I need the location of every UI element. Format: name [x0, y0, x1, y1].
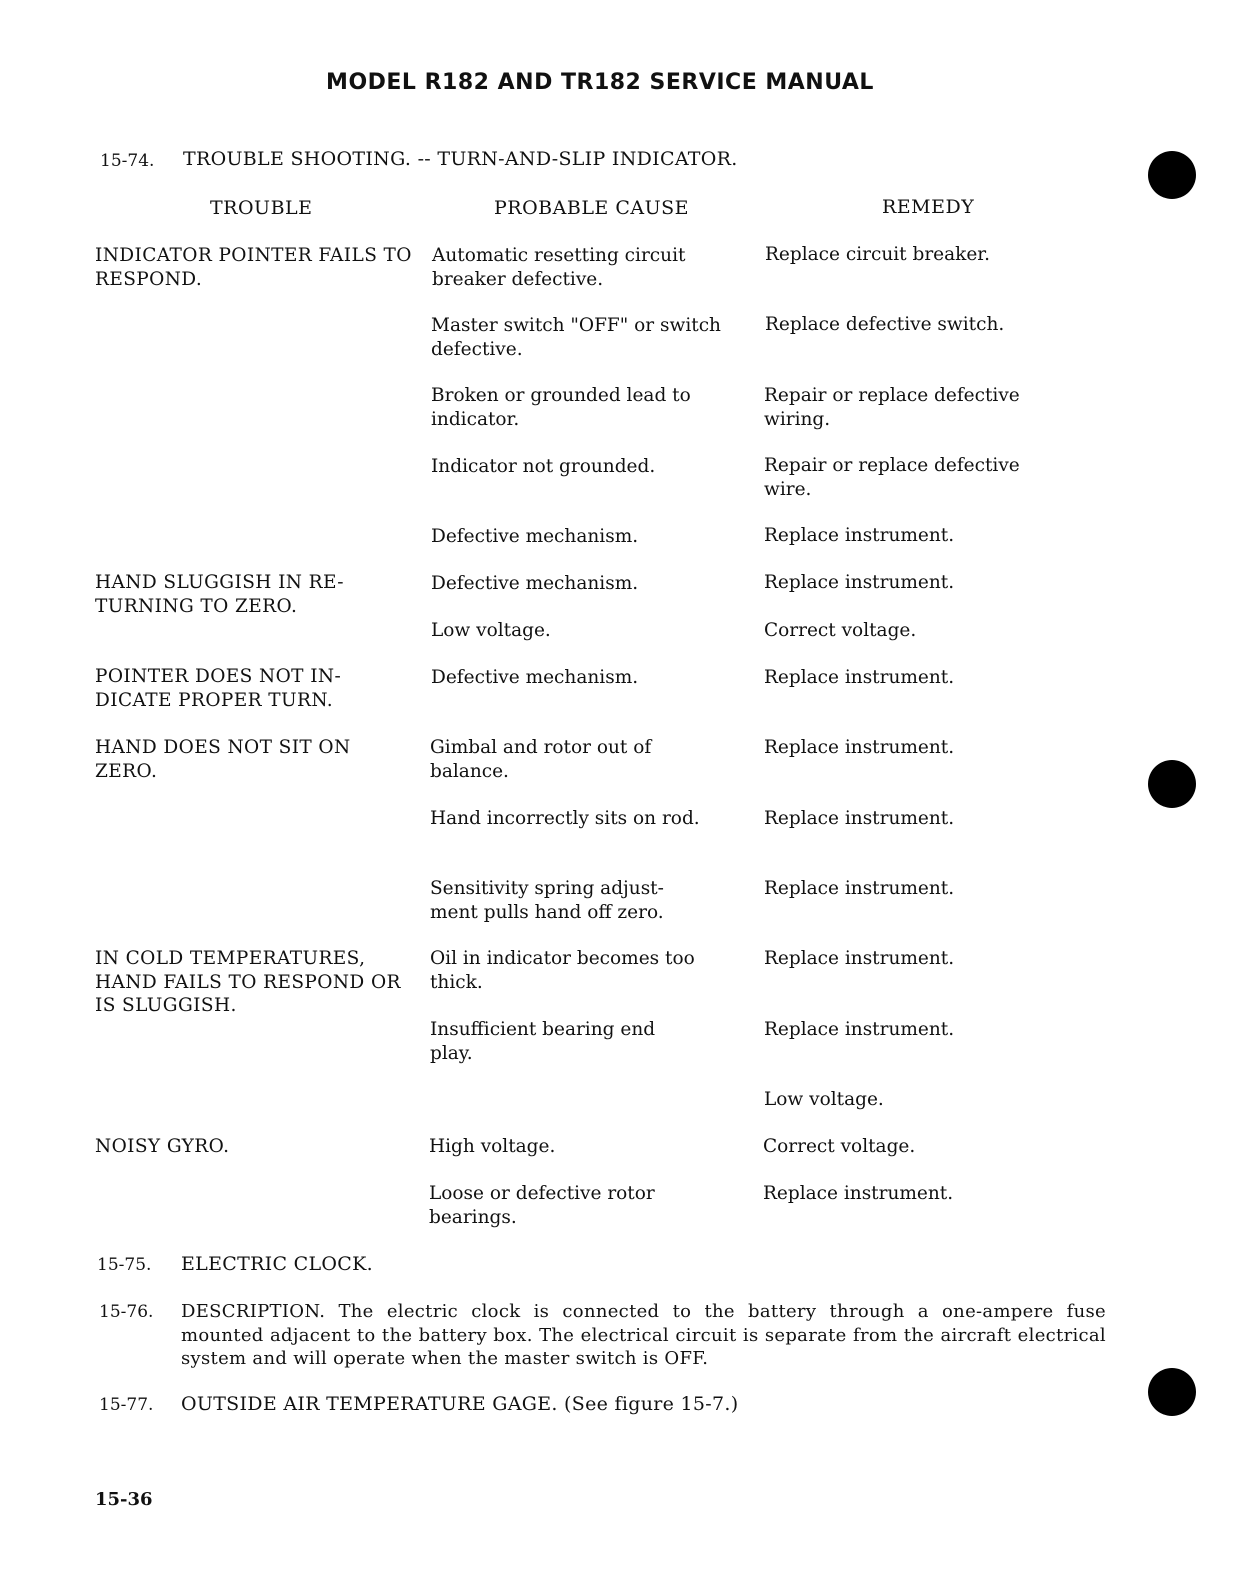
section-title-15-77: OUTSIDE AIR TEMPERATURE GAGE. (See figure 15-7.) — [181, 1393, 739, 1415]
trouble-cell: NOISY GYRO. — [95, 1136, 230, 1157]
cause-cell: Defective mechanism. — [431, 667, 639, 688]
remedy-cell: Replace circuit breaker. — [765, 244, 990, 265]
description-paragraph: DESCRIPTION. The electric clock is connected to the battery through a one-ampere fuse mounted adjacent to the battery box. The electrical circuit is separate from the aircraft electrical system and will operate when the master switch is OFF. — [181, 1301, 1106, 1369]
binder-hole-mark-middle — [1148, 760, 1196, 808]
cause-cell: Master switch "OFF" or switch defective. — [431, 315, 721, 360]
remedy-cell: Replace instrument. — [764, 948, 955, 969]
page-title: MODEL R182 AND TR182 SERVICE MANUAL — [326, 70, 874, 95]
column-header-trouble: TROUBLE — [210, 197, 313, 219]
remedy-cell: Replace instrument. — [764, 667, 955, 688]
remedy-cell: Correct voltage. — [764, 620, 917, 641]
column-header-remedy: REMEDY — [882, 196, 975, 218]
section-number-15-77: 15-77. — [99, 1395, 154, 1415]
section-number-15-76: 15-76. — [99, 1302, 154, 1322]
section-title-15-75: ELECTRIC CLOCK. — [181, 1253, 373, 1275]
cause-cell: Insufficient bearing end play. — [430, 1019, 656, 1064]
remedy-cell: Replace defective switch. — [765, 314, 1005, 335]
cause-cell: Low voltage. — [431, 620, 551, 641]
cause-cell: Sensitivity spring adjust-ment pulls hand off zero. — [430, 878, 664, 923]
cause-cell: Broken or grounded lead to indicator. — [431, 385, 691, 430]
section-number-15-75: 15-75. — [97, 1255, 152, 1275]
section-title-15-74: TROUBLE SHOOTING. -- TURN-AND-SLIP INDICATOR. — [183, 148, 738, 170]
remedy-cell: Replace instrument. — [764, 737, 955, 758]
remedy-cell: Replace instrument. — [764, 525, 955, 546]
remedy-cell: Replace instrument. — [764, 808, 955, 829]
cause-cell: Gimbal and rotor out of balance. — [430, 737, 652, 782]
remedy-cell: Replace instrument. — [764, 1019, 955, 1040]
remedy-cell: Correct voltage. — [763, 1136, 916, 1157]
trouble-cell: HAND SLUGGISH IN RE-TURNING TO ZERO. — [95, 572, 344, 617]
binder-hole-mark-bottom — [1148, 1368, 1196, 1416]
cause-cell: High voltage. — [429, 1136, 556, 1157]
page-number: 15-36 — [95, 1489, 153, 1510]
cause-cell: Defective mechanism. — [431, 573, 639, 594]
cause-cell: Loose or defective rotor bearings. — [429, 1183, 655, 1228]
cause-cell: Hand incorrectly sits on rod. — [430, 808, 700, 829]
cause-cell: Automatic resetting circuit breaker defective. — [432, 245, 686, 290]
binder-hole-mark-top — [1148, 151, 1196, 199]
remedy-cell: Low voltage. — [764, 1089, 884, 1110]
trouble-cell: IN COLD TEMPERATURES, HAND FAILS TO RESPOND OR IS SLUGGISH. — [95, 948, 401, 1016]
remedy-cell: Replace instrument. — [763, 1183, 954, 1204]
remedy-cell: Repair or replace defective wiring. — [764, 385, 1020, 430]
cause-cell: Defective mechanism. — [431, 526, 639, 547]
cause-cell: Indicator not grounded. — [431, 456, 656, 477]
trouble-cell: INDICATOR POINTER FAILS TO RESPOND. — [95, 245, 412, 290]
trouble-cell: HAND DOES NOT SIT ON ZERO. — [95, 737, 351, 782]
column-header-probable-cause: PROBABLE CAUSE — [494, 197, 689, 219]
remedy-cell: Replace instrument. — [764, 878, 955, 899]
remedy-cell: Replace instrument. — [764, 572, 955, 593]
trouble-cell: POINTER DOES NOT IN-DICATE PROPER TURN. — [95, 666, 342, 711]
remedy-cell: Repair or replace defective wire. — [764, 455, 1020, 500]
cause-cell: Oil in indicator becomes too thick. — [430, 948, 695, 993]
section-number-15-74: 15-74. — [100, 151, 155, 171]
